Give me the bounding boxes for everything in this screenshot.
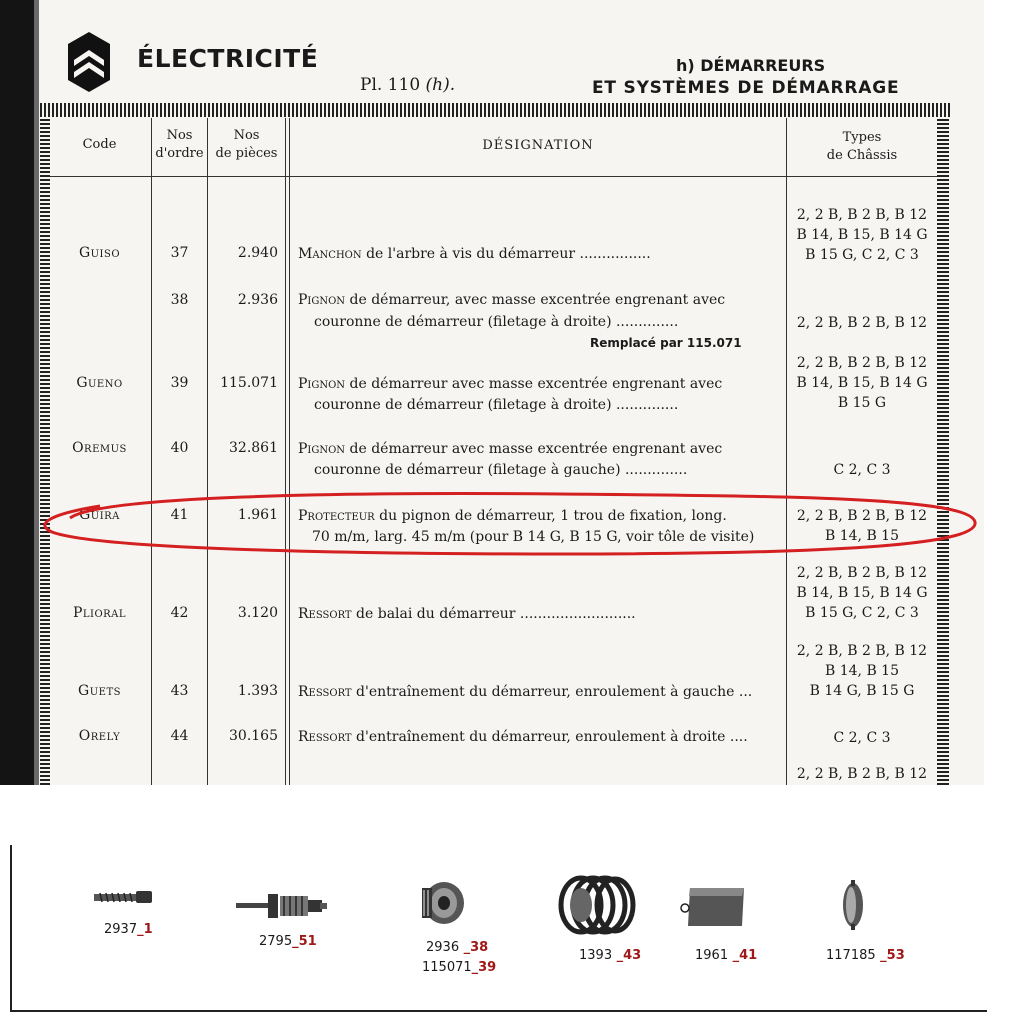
reference-number: 51 [298,934,317,949]
designation-lead: Pignon [298,376,346,392]
designation-line2: 70 m/m, larg. 45 m/m (pour B 14 G, B 15 G, voir tôle de visite) [312,529,755,545]
types-cell [787,205,937,265]
piece-cell: 32.861 [229,440,278,456]
types-line: B 14, B 15, B 14 G [796,375,928,391]
column-header-designation: DÉSIGNATION [482,138,594,153]
types-line: 2, 2 B, B 2 B, B 12 [796,508,928,524]
column-rule [289,118,290,785]
column-header-ordre [152,127,207,163]
reference-number: 53 [886,948,905,963]
column-header-pieces [208,127,285,163]
designation-text: de balai du démarreur .......................... [351,606,636,622]
column-rule [285,118,286,785]
figure-label: 115071_39 [422,960,497,975]
code-cell: Orely [78,728,121,744]
types-line: C 2, C 3 [833,462,891,478]
code-cell: Oremus [72,440,127,456]
types-line: B 14, B 15 [824,663,899,679]
plate-prefix: Pl. 110 [360,75,421,95]
types-cell [787,641,937,701]
part-number: 2795 [259,934,293,949]
subtitle-line2: ET SYSTÈMES DE DÉMARRAGE [592,78,900,98]
header-types-line1: Types [842,130,882,145]
ref-separator: _ [137,922,144,937]
designation-line2: couronne de démarreur (filetage à droite) .............. [314,397,679,413]
piece-cell: 115.071 [220,375,278,391]
part-number: 1393 [579,948,613,963]
hatched-border-top [40,103,950,117]
ref-separator: _ [875,948,887,963]
part-number: 115071 [422,960,472,975]
pinion-gear-part-icon [418,880,468,926]
ordre-cell: 38 [170,292,189,308]
reference-number: 43 [623,948,642,963]
designation-lead: Ressort [298,684,352,700]
code-cell: Gueno [76,375,123,391]
designation-line2: couronne de démarreur (filetage à droite) .............. [314,314,679,330]
designation-text: du pignon de démarreur, 1 trou de fixation, long. [374,508,727,524]
figure-label [695,948,757,963]
citroen-chevron-logo-icon [66,30,112,94]
ordre-cell: 44 [170,728,189,744]
part-number: 2937 [104,922,138,937]
types-line: B 14, B 15, B 14 G [796,585,928,601]
types-line: B 14 G, B 15 G [809,683,915,699]
designation-line2: couronne de démarreur (filetage à gauche) .............. [314,462,688,478]
ordre-cell: 39 [170,375,189,391]
figure-label [826,948,905,963]
figure-label [426,940,488,955]
code-cell: Guets [78,683,121,699]
column-header-types [787,129,937,165]
protector-plate-part-icon [680,886,746,928]
part-number: 117185 [826,948,876,963]
ordre-cell: 40 [170,440,189,456]
designation-lead: Ressort [298,606,352,622]
types-line: B 15 G, C 2, C 3 [805,605,919,621]
subtitle-line1: h) DÉMARREURS [676,56,826,75]
piece-cell: 1.393 [237,683,278,699]
header-pieces-line1: Nos [233,128,260,143]
designation-cell [298,604,636,624]
designation-cell [298,244,651,264]
ref-separator: _ [612,948,624,963]
designation-text: de démarreur avec masse excentrée engrenant avec [345,376,723,392]
types-line: B 14, B 15, B 14 G [796,227,928,243]
figure-label [579,948,641,963]
hatched-border-right [937,117,949,785]
designation-cell [298,374,722,394]
ordre-cell: 37 [170,245,189,261]
hatched-border-left [40,117,50,785]
drive-spring-part-icon [557,874,639,936]
header-pieces-line2: de pièces [215,146,278,161]
replacement-note: Remplacé par 115.071 [590,336,742,350]
piece-cell: 1.961 [237,507,278,523]
designation-lead: Manchon [298,246,362,262]
designation-lead: Pignon [298,292,346,308]
header-rule [50,176,937,177]
designation-text: de l'arbre à vis du démarreur ................ [361,246,651,262]
column-header-code: Code [82,137,117,152]
ordre-cell: 41 [170,507,189,523]
plate-number [360,75,455,95]
scan-edge-dark [0,0,34,785]
designation-cell [298,290,725,310]
part-number: 2936 [426,940,460,955]
header-ordre-line1: Nos [166,128,193,143]
designation-lead: Ressort [298,729,352,745]
types-line: 2, 2 B, B 2 B, B 12 [796,207,928,223]
highlight-ellipse [40,488,980,568]
designation-cell [298,682,752,702]
ordre-cell: 42 [170,605,189,621]
types-line: C 2, C 3 [833,730,891,746]
shaft-assembly-part-icon [236,888,328,924]
types-line: B 15 G, C 2, C 3 [805,247,919,263]
designation-cell [298,727,748,747]
reference-number: 41 [739,948,758,963]
ref-separator: _ [459,940,471,955]
designation-lead: Protecteur [298,508,375,524]
washer-part-icon [838,878,868,932]
types-line: 2, 2 B, B 2 B, B 12 [796,565,928,581]
types-line-continued: 2, 2 B, B 2 B, B 12 [796,766,928,782]
reference-number: 39 [478,960,497,975]
designation-text: d'entraînement du démarreur, enroulement à gauche ... [351,684,753,700]
figure-label [104,922,153,937]
types-cell [787,353,937,413]
ref-separator: _ [292,934,299,949]
reference-number: 1 [143,922,153,937]
piece-cell: 3.120 [237,605,278,621]
piece-cell: 30.165 [229,728,278,744]
ref-separator: _ [728,948,740,963]
bolt-part-icon [90,885,156,909]
ordre-cell: 43 [170,683,189,699]
code-cell: Guira [79,507,120,523]
types-line: 2, 2 B, B 2 B, B 12 [796,315,928,331]
header-types-line2: de Châssis [826,148,898,163]
types-line: B 14, B 15 [824,528,899,544]
types-line: 2, 2 B, B 2 B, B 12 [796,355,928,371]
designation-lead: Pignon [298,441,346,457]
section-title: ÉLECTRICITÉ [137,44,319,73]
types-cell [787,563,937,623]
plate-suffix: (h). [425,75,456,95]
piece-cell: 2.940 [237,245,278,261]
designation-text: de démarreur, avec masse excentrée engrenant avec [345,292,726,308]
piece-cell: 2.936 [237,292,278,308]
designation-text: d'entraînement du démarreur, enroulement à droite .... [351,729,748,745]
designation-text: de démarreur avec masse excentrée engrenant avec [345,441,723,457]
reference-number: 38 [470,940,489,955]
designation-cell [298,439,722,459]
figure-label [259,934,317,949]
code-cell: Plioral [72,605,127,621]
part-number: 1961 [695,948,729,963]
types-line: 2, 2 B, B 2 B, B 12 [796,643,928,659]
header-ordre-line2: d'ordre [155,146,204,161]
types-line: B 15 G [837,395,887,411]
code-cell: Guiso [78,245,121,261]
